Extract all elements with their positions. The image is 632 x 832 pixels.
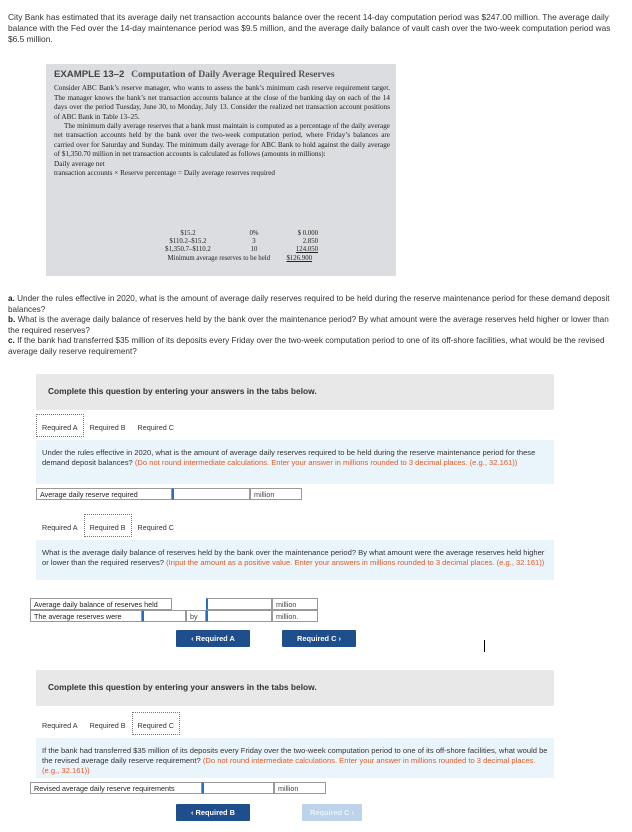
example-title: Computation of Daily Average Required Reserves (131, 69, 335, 80)
revised-reserve-input[interactable] (202, 782, 274, 794)
next-required-c-button[interactable]: Required C › (282, 630, 356, 647)
answer-label: Revised average daily reserve requirements (30, 782, 202, 794)
total-label: Minimum average reserves to be held (167, 254, 270, 262)
next-required-c-button-disabled: Required C › (302, 804, 362, 821)
question-text: What is the average daily balance of reserves held by the bank over the maintenance period? By what amount were the average reserves held higher or lower than the required reserves? (42, 548, 545, 567)
tab-required-a[interactable]: Required A (36, 414, 84, 437)
question-box-b (36, 540, 554, 580)
unit-label: million. (272, 610, 318, 622)
hint-text: (Do not round intermediate calculations. Enter your answer in millions rounded to 3 decimal places. (e.g., 32.161)) (134, 458, 518, 467)
instruction-panel: Complete this question by entering your answers in the tabs below. (36, 670, 554, 706)
table-row (142, 230, 318, 238)
example-label: EXAMPLE 13–2 (54, 69, 125, 80)
question-list (8, 294, 620, 358)
example-paragraph-1: Consider ABC Bank’s reserve manager, who wants to assess the bank’s minimum cash reserve requirement target. The manager knows the bank’s net transaction accounts balance at the close of the banking day on each of the 14 days over the period Tuesday, June 30, to Monday, July 13. Consider the realized net transaction account positions of ABC Bank in Table 13–25. (54, 84, 390, 121)
question-text: Under the rules effective in 2020, what is the amount of average daily reserves required to be held during the reserve maintenance period for these demand deposit balances? (42, 448, 536, 467)
question-box-a (36, 440, 554, 484)
tab-required-b[interactable]: Required B (84, 514, 132, 537)
example-paragraph-2: The minimum daily average reserves that a bank must maintain is computed as a percentage of the daily average net transaction accounts held by the bank over the two-week computation period, where Friday’s balances are carried over for Saturday and Sunday. The minimum daily average for ABC Bank to hold against the daily average of $1,350.70 million in net transaction accounts is calculated as follows (amounts in millions): (54, 122, 390, 159)
table-cell: $1,350.7–$110.2 (165, 246, 211, 254)
tab-bar-b (36, 514, 180, 537)
tab-required-c[interactable]: Required C (132, 712, 180, 735)
table-cell: 10 (250, 246, 258, 254)
example-formula-line-2: transaction accounts × Reserve percentage = Daily average reserves required (54, 169, 276, 178)
question-c: c. If the bank had transferred $35 million of its deposits every Friday over the two-week computation period to one of its off-shore facilities, what would be the revised average daily reserve requirement? (8, 336, 605, 356)
unit-label: million (274, 782, 326, 794)
text-cursor (484, 640, 485, 652)
table-cell: 124.050 (295, 246, 318, 254)
hint-text: (Input the amount as a positive value. Enter your answers in millions rounded to 3 decimal places. (e.g., 32.161)) (166, 558, 545, 567)
answer-label: The average reserves were (30, 610, 142, 622)
tab-required-b[interactable]: Required B (89, 721, 126, 730)
question-box-c (36, 738, 554, 778)
spacer (172, 598, 206, 610)
example-heading (54, 70, 390, 79)
prev-required-b-button[interactable]: ‹ Required B (176, 804, 250, 821)
tab-required-c[interactable]: Required C (137, 523, 174, 532)
table-row (142, 246, 318, 254)
table-total-row (142, 255, 318, 263)
answer-row-b1 (30, 598, 318, 610)
question-a: a. Under the rules effective in 2020, what is the amount of average daily reserves required to be held during the reserve maintenance period for these demand deposit balances? (8, 294, 610, 314)
tab-bar-a (36, 414, 180, 437)
table-cell: $ 0.000 (297, 230, 318, 237)
reserves-held-input[interactable] (206, 598, 272, 610)
question-text: If the bank had transferred $35 million of its deposits every Friday over the two-week computation period to one of its off-shore facilities, what would be the revised average daily reserve requirement? (42, 746, 548, 765)
example-table (142, 230, 318, 263)
average-daily-reserve-input[interactable] (172, 488, 250, 500)
answer-row-a (36, 488, 302, 500)
example-formula-line-1: Daily average net (54, 159, 105, 168)
problem-intro: City Bank has estimated that its average daily net transaction accounts balance over the recent 14-day computation period was $247.00 million. The average daily balance with the Fed over the 14-day maintenance period was $9.5 million, and the average daily balance of vault cash over the two-week computation period was $6.5 million. (8, 12, 611, 44)
table-cell: 2.850 (302, 238, 318, 246)
tab-required-a[interactable]: Required A (42, 721, 78, 730)
example-box (46, 64, 396, 276)
instruction-panel: Complete this question by entering your answers in the tabs below. (36, 374, 554, 410)
answer-row-b2 (30, 610, 318, 622)
higher-lower-select[interactable] (142, 610, 186, 622)
difference-input[interactable] (206, 610, 272, 622)
unit-label: million (250, 488, 302, 500)
answer-label: Average daily reserve required (36, 488, 172, 500)
table-cell: $110.2–$15.2 (169, 238, 207, 246)
unit-label: million (272, 598, 318, 610)
tab-required-a[interactable]: Required A (42, 523, 78, 532)
total-value: $126.900 (286, 254, 312, 262)
table-cell: 0% (249, 230, 259, 237)
answer-label: Average daily balance of reserves held (30, 598, 172, 610)
by-label: by (186, 610, 206, 622)
table-row (142, 238, 318, 246)
tab-required-c[interactable]: Required C (137, 423, 174, 432)
answer-row-c (30, 782, 326, 794)
table-cell: $15.2 (180, 230, 196, 237)
prev-required-a-button[interactable]: ‹ Required A (176, 630, 250, 647)
hint-text: (Do not round intermediate calculations. Enter your answer in millions rounded to 3 decimal places. (e.g., 32.161)) (42, 756, 536, 775)
question-b: b. What is the average daily balance of reserves held by the bank over the maintenance period? By what amount were the average reserves held higher or lower than the required reserves? (8, 315, 609, 335)
tab-required-b[interactable]: Required B (89, 423, 126, 432)
tab-bar-c (36, 712, 180, 735)
table-cell: 3 (252, 238, 256, 246)
